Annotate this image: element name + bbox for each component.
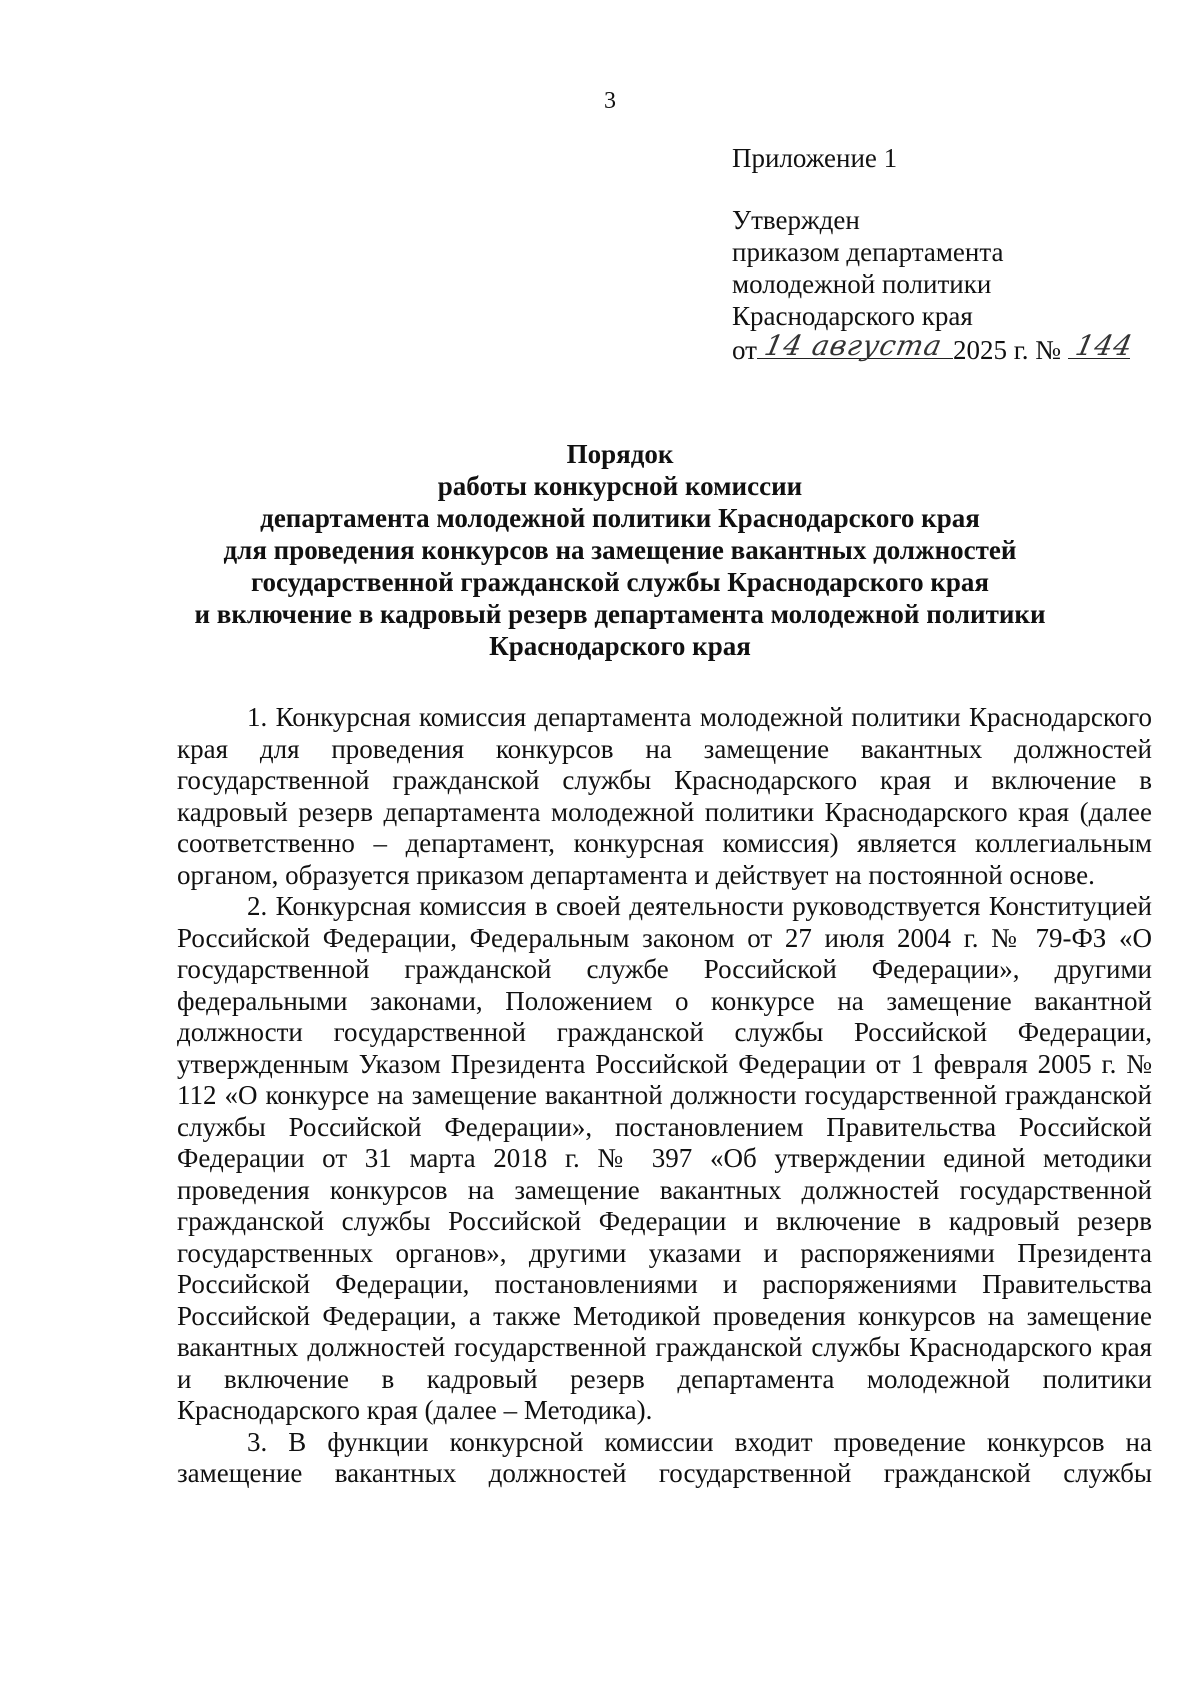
paragraph-1: 1. Конкурсная комиссия департамента молодежной политики Краснодарского края для проведения конкурсов на замещение вакантных должностей государственной гражданской службы Краснодарского края и включение в кадровый резерв департамента молодежной политики Краснодарского края (далее соответственно – департамент, конкурсная комиссия) является коллегиальным органом, образуется приказом департамента и действует на постоянной основе. <box>177 702 1152 890</box>
document-title <box>0 438 1200 662</box>
paragraph-2: 2. Конкурсная комиссия в своей деятельности руководствуется Конституцией Российской Федерации, Федеральным законом от 27 июля 2004 г. № 79-ФЗ «О государственной гражданской службе Российской Федерации», другими федеральными законами, Положением о конкурсе на замещение вакантной должности государственной гражданской службы Российской Федерации, утвержденным Указом Президента Российской Федерации от 1 февраля 2005 г. № 112 «О конкурсе на замещение вакантной должности государственной гражданской службы Российской Федерации», постановлением Правительства Российской Федерации от 31 марта 2018 г. № 397 «Об утверждении единой методики проведения конкурсов на замещение вакантных должностей государственной гражданской службы Российской Федерации и включение в кадровый резерв государственных органов», другими указами и распоряжениями Президента Российской Федерации, постановлениями и распоряжениями Правительства Российской Федерации, а также Методикой проведения конкурсов на замещение вакантных должностей государственной гражданской службы Краснодарского края и включение в кадровый резерв департамента молодежной политики Краснодарского края (далее – Методика). <box>177 891 1152 1425</box>
title-line-6: и включение в кадровый резерв департамента молодежной политики <box>194 599 1046 629</box>
title-line-3: департамента молодежной политики Краснодарского края <box>260 503 980 533</box>
appendix-label: Приложение 1 <box>732 143 898 173</box>
approval-line-2: молодежной политики <box>732 269 992 299</box>
approval-block <box>732 142 1172 366</box>
date-blank <box>757 329 953 362</box>
approval-date-row <box>732 329 1172 366</box>
approval-line-1: приказом департамента <box>732 237 1004 267</box>
title-line-1: Порядок <box>566 439 674 469</box>
approved-label: Утвержден <box>732 205 860 235</box>
approval-line-3: Краснодарского края <box>732 301 973 331</box>
from-label: от <box>732 335 757 365</box>
paragraph-3: 3. В функции конкурсной комиссии входит проведение конкурсов на замещение вакантных должностей государственной гражданской службы <box>177 1426 1152 1488</box>
title-line-7: Краснодарского края <box>489 631 751 661</box>
document-body <box>177 702 1152 1490</box>
number-blank <box>1068 329 1136 362</box>
page-number: 3 <box>604 88 616 114</box>
year-label: 2025 г. № <box>952 335 1061 365</box>
handwritten-date: 14 августа <box>761 329 946 362</box>
title-line-4: для проведения конкурсов на замещение вакантных должностей <box>223 535 1017 565</box>
title-line-5: государственной гражданской службы Краснодарского края <box>250 567 990 597</box>
handwritten-number: 144 <box>1072 329 1136 362</box>
title-line-2: работы конкурсной комиссии <box>437 471 803 501</box>
